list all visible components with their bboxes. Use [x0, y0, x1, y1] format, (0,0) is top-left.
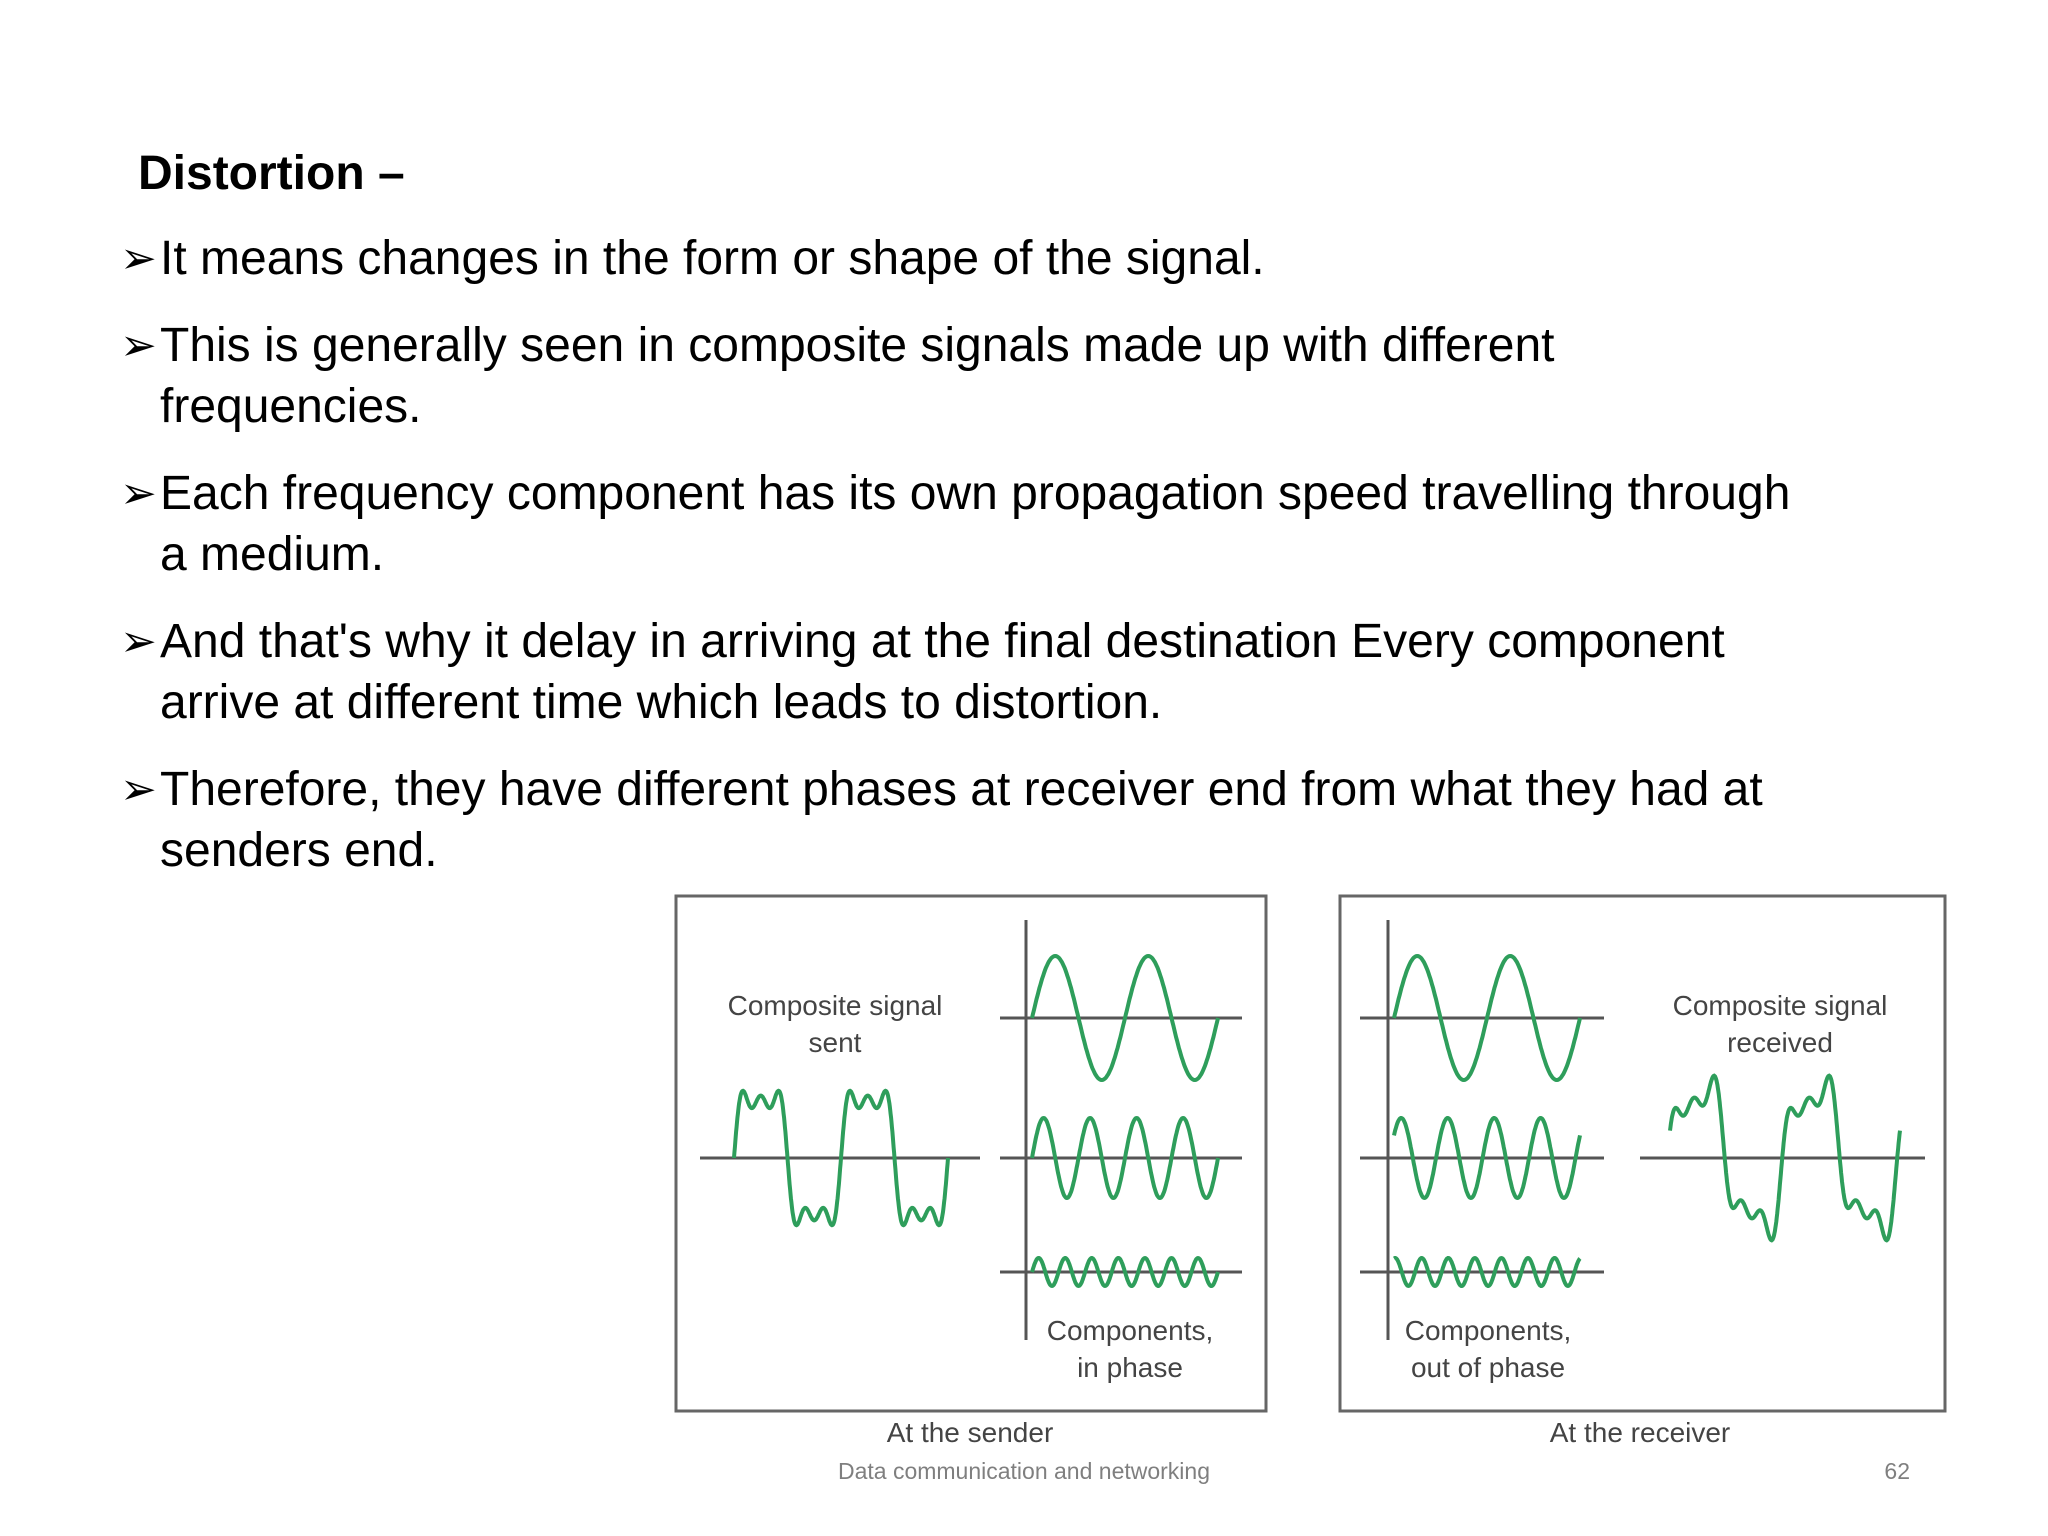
page-number: 62 — [1884, 1458, 1910, 1484]
sender-components-label-2: in phase — [1077, 1352, 1183, 1383]
arrow-bullet-icon: ➢ — [120, 320, 157, 371]
sender-panel — [676, 896, 1266, 1448]
arrow-bullet-icon: ➢ — [120, 468, 157, 519]
bullet-list — [120, 228, 1820, 907]
bullet-text: Each frequency component has its own propagation speed travelling through a medium. — [160, 467, 1791, 581]
sender-components-label-1: Components, — [1046, 1315, 1214, 1346]
arrow-bullet-icon: ➢ — [120, 233, 157, 284]
sender-composite-label-1: Composite signal — [727, 990, 943, 1021]
bullet-item — [120, 759, 1820, 881]
receiver-components-label-2: out of phase — [1410, 1352, 1566, 1383]
sender-composite-label-2: sent — [808, 1027, 862, 1058]
bullet-item — [120, 611, 1820, 733]
footer-title: Data communication and networking — [837, 1458, 1211, 1484]
distortion-figure — [670, 890, 1950, 1450]
bullet-text: Therefore, they have different phases at receiver end from what they had at senders end. — [160, 763, 1763, 877]
bullet-text: It means changes in the form or shape of the signal. — [160, 232, 1265, 285]
arrow-bullet-icon: ➢ — [120, 764, 157, 815]
arrow-bullet-icon: ➢ — [120, 616, 157, 667]
bullet-item — [120, 315, 1820, 437]
receiver-panel — [1340, 896, 1945, 1448]
receiver-composite-label-2: received — [1727, 1027, 1833, 1058]
bullet-text: This is generally seen in composite signals made up with different frequencies. — [160, 319, 1555, 433]
bullet-text: And that's why it delay in arriving at the final destination Every component arrive at different time which leads to distortion. — [160, 615, 1725, 729]
bullet-item — [120, 228, 1820, 289]
receiver-components-label-1: Components, — [1404, 1315, 1572, 1346]
slide-title: Distortion – — [138, 147, 405, 200]
receiver-caption: At the receiver — [1549, 1417, 1731, 1448]
sender-caption: At the sender — [886, 1417, 1054, 1448]
bullet-item — [120, 463, 1820, 585]
receiver-composite-label-1: Composite signal — [1672, 990, 1888, 1021]
